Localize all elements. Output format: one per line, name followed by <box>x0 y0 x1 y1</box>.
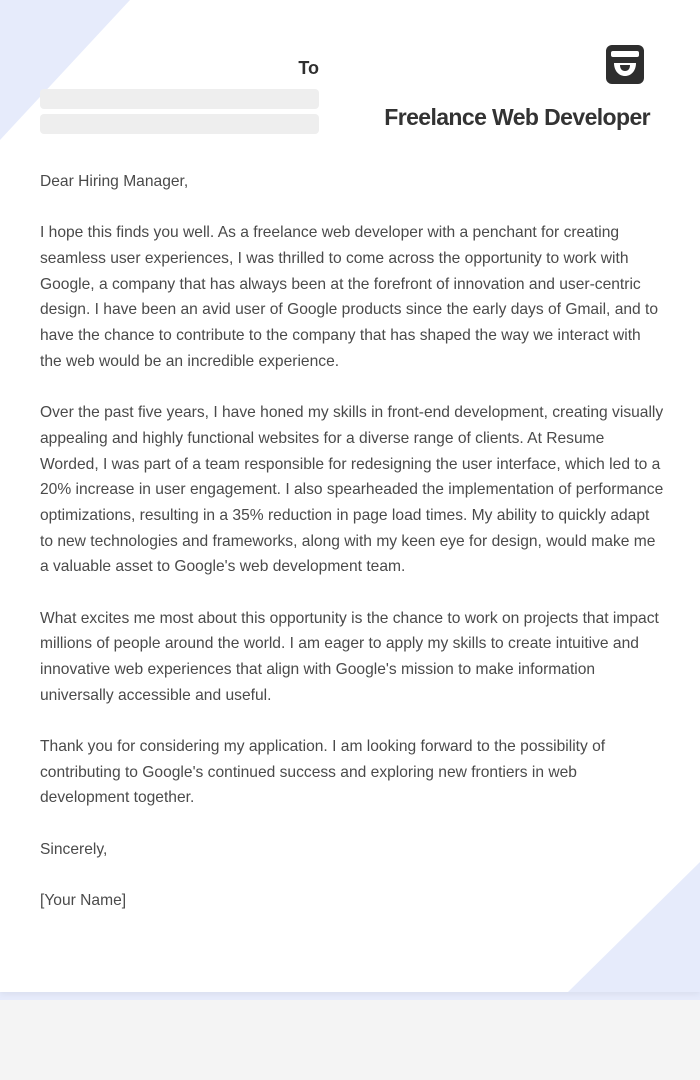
closing: Sincerely, <box>40 840 108 858</box>
body-paragraph-2: Over the past five years, I have honed my skills in front-end development, creating visually appealing and highly functional websites for a diverse range of clients. At Resume Worded, I was part of a team responsible for redesigning the user interface, which led to a 20% increase in user engagement. I also spearheaded the implementation of performance optimizations, resulting in a 35% reduction in page load times. My ability to quickly adapt to new technologies and frameworks, along with my keen eye for design, would make me a valuable asset to Google's web development team. <box>40 404 664 576</box>
salutation: Dear Hiring Manager, <box>40 173 189 190</box>
job-title: Freelance Web Developer <box>384 104 650 130</box>
recipient-placeholder-line-1 <box>40 89 319 109</box>
body-paragraph-3: What excites me most about this opportunity is the chance to work on projects that impact millions of people around the world. I am eager to apply my skills to create intuitive and innovative web experiences that align with Google's mission to make information universally accessible and useful. <box>40 609 659 704</box>
signature: [Your Name] <box>40 892 127 910</box>
resume-worded-logo-icon <box>606 45 644 84</box>
letter-body <box>40 169 664 939</box>
recipient-placeholder-line-2 <box>40 114 319 134</box>
to-label: To <box>298 58 319 78</box>
body-paragraph-4: Thank you for considering my application. I am looking forward to the possibility of contributing to Google's continued success and exploring new frontiers in web development together. <box>40 738 606 807</box>
body-paragraph-1: I hope this finds you well. As a freelance web developer with a penchant for creating seamless user experiences, I was thrilled to come across the opportunity to work with Google, a company that has always been at the forefront of innovation and user-centric design. I have been an avid user of Google products since the early days of Gmail, and to have the chance to contribute to the company that has shaped the way we interact with the web would be an incredible experience. <box>40 224 659 370</box>
